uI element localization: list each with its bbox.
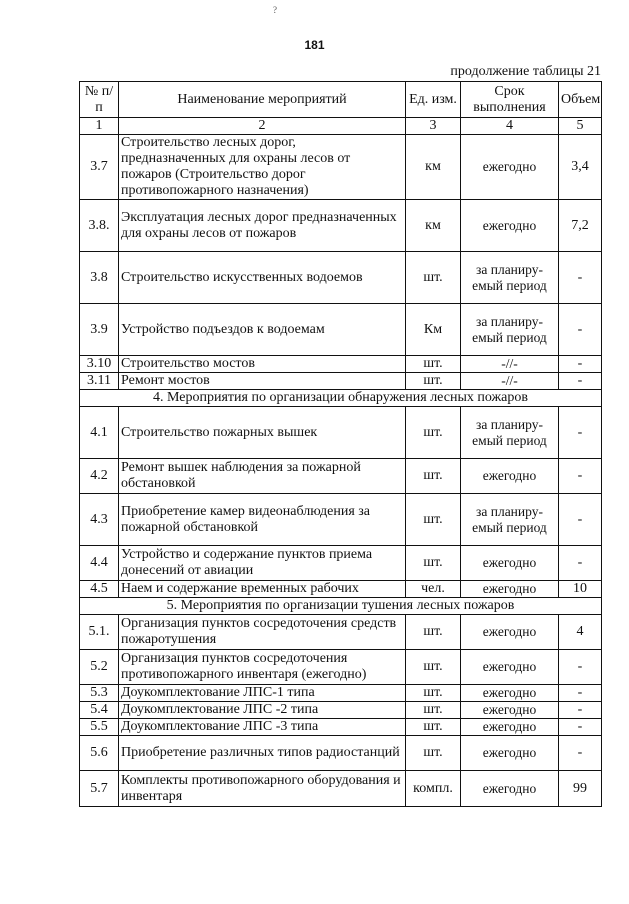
row-number: 5.6 bbox=[80, 736, 119, 771]
row-number: 3.8. bbox=[80, 200, 119, 252]
header-num: № п/п bbox=[80, 82, 119, 118]
col-number-3: 3 bbox=[406, 118, 461, 135]
row-unit: шт. bbox=[406, 719, 461, 736]
section-row bbox=[80, 598, 602, 615]
scan-mark: ? bbox=[273, 5, 277, 15]
row-term: ежегодно bbox=[461, 200, 559, 252]
section-title: 4. Мероприятия по организации обнаружения лесных пожаров bbox=[80, 390, 602, 407]
table-row bbox=[80, 650, 602, 685]
table-row bbox=[80, 356, 602, 373]
row-term: ежегодно bbox=[461, 719, 559, 736]
row-term: ежегодно bbox=[461, 736, 559, 771]
table-row bbox=[80, 702, 602, 719]
table-row bbox=[80, 719, 602, 736]
row-name: Строительство мостов bbox=[119, 356, 406, 373]
row-unit: шт. bbox=[406, 702, 461, 719]
row-name: Приобретение различных типов радиостанций bbox=[119, 736, 406, 771]
row-name: Наем и содержание временных рабочих bbox=[119, 581, 406, 598]
row-volume: 3,4 bbox=[559, 135, 602, 200]
row-volume: - bbox=[559, 702, 602, 719]
row-unit: шт. bbox=[406, 494, 461, 546]
table-row bbox=[80, 736, 602, 771]
table-row bbox=[80, 200, 602, 252]
row-term: ежегодно bbox=[461, 650, 559, 685]
table-row bbox=[80, 685, 602, 702]
header-name: Наименование мероприятий bbox=[119, 82, 406, 118]
row-number: 3.8 bbox=[80, 252, 119, 304]
row-volume: 7,2 bbox=[559, 200, 602, 252]
row-volume: - bbox=[559, 736, 602, 771]
row-unit: шт. bbox=[406, 546, 461, 581]
row-name: Устройство и содержание пунктов приема донесений от авиации bbox=[119, 546, 406, 581]
row-unit: Км bbox=[406, 304, 461, 356]
row-unit: шт. bbox=[406, 615, 461, 650]
section-row bbox=[80, 390, 602, 407]
row-volume: - bbox=[559, 546, 602, 581]
row-unit: шт. bbox=[406, 407, 461, 459]
row-volume: - bbox=[559, 494, 602, 546]
col-number-5: 5 bbox=[559, 118, 602, 135]
row-unit: шт. bbox=[406, 373, 461, 390]
row-term: за планиру-емый период bbox=[461, 252, 559, 304]
row-name: Ремонт мостов bbox=[119, 373, 406, 390]
row-volume: - bbox=[559, 459, 602, 494]
row-term: ежегодно bbox=[461, 685, 559, 702]
row-name: Доукомплектование ЛПС -3 типа bbox=[119, 719, 406, 736]
row-term: -//- bbox=[461, 356, 559, 373]
row-number: 5.7 bbox=[80, 771, 119, 807]
row-unit: шт. bbox=[406, 459, 461, 494]
row-number: 3.9 bbox=[80, 304, 119, 356]
header-row bbox=[80, 82, 602, 118]
row-name: Комплекты противопожарного оборудования и инвентаря bbox=[119, 771, 406, 807]
column-number-row bbox=[80, 118, 602, 135]
row-name: Организация пунктов сосредоточения противопожарного инвентаря (ежегодно) bbox=[119, 650, 406, 685]
table-row bbox=[80, 581, 602, 598]
row-name: Доукомплектование ЛПС-1 типа bbox=[119, 685, 406, 702]
table-row bbox=[80, 494, 602, 546]
row-unit: шт. bbox=[406, 685, 461, 702]
row-number: 3.10 bbox=[80, 356, 119, 373]
row-number: 4.4 bbox=[80, 546, 119, 581]
row-name: Ремонт вышек наблюдения за пожарной обстановкой bbox=[119, 459, 406, 494]
col-number-4: 4 bbox=[461, 118, 559, 135]
table-row bbox=[80, 304, 602, 356]
row-name: Строительство лесных дорог, предназначенных для охраны лесов от пожаров (Строительство дорог противопожарного назначения) bbox=[119, 135, 406, 200]
row-term: ежегодно bbox=[461, 702, 559, 719]
table-row bbox=[80, 135, 602, 200]
row-volume: - bbox=[559, 650, 602, 685]
row-number: 5.3 bbox=[80, 685, 119, 702]
row-volume: - bbox=[559, 252, 602, 304]
header-volume: Объем bbox=[559, 82, 602, 118]
row-term: за планиру-емый период bbox=[461, 304, 559, 356]
row-number: 5.1. bbox=[80, 615, 119, 650]
header-unit: Ед. изм. bbox=[406, 82, 461, 118]
row-number: 5.2 bbox=[80, 650, 119, 685]
row-volume: - bbox=[559, 719, 602, 736]
row-number: 4.2 bbox=[80, 459, 119, 494]
table-row bbox=[80, 407, 602, 459]
row-name: Эксплуатация лесных дорог предназначенных для охраны лесов от пожаров bbox=[119, 200, 406, 252]
row-number: 4.1 bbox=[80, 407, 119, 459]
table-continuation-caption: продолжение таблицы 21 bbox=[450, 64, 601, 79]
row-unit: шт. bbox=[406, 252, 461, 304]
row-unit: шт. bbox=[406, 650, 461, 685]
row-number: 5.5 bbox=[80, 719, 119, 736]
row-unit: шт. bbox=[406, 736, 461, 771]
row-number: 4.3 bbox=[80, 494, 119, 546]
row-name: Строительство искусственных водоемов bbox=[119, 252, 406, 304]
row-unit: шт. bbox=[406, 356, 461, 373]
row-name: Устройство подъездов к водоемам bbox=[119, 304, 406, 356]
row-number: 4.5 bbox=[80, 581, 119, 598]
row-volume: - bbox=[559, 304, 602, 356]
section-title: 5. Мероприятия по организации тушения лесных пожаров bbox=[80, 598, 602, 615]
row-unit: компл. bbox=[406, 771, 461, 807]
row-term: ежегодно bbox=[461, 771, 559, 807]
row-unit: чел. bbox=[406, 581, 461, 598]
table-row bbox=[80, 459, 602, 494]
row-volume: - bbox=[559, 356, 602, 373]
row-term: ежегодно bbox=[461, 546, 559, 581]
row-term: -//- bbox=[461, 373, 559, 390]
row-number: 3.11 bbox=[80, 373, 119, 390]
row-volume: 99 bbox=[559, 771, 602, 807]
row-term: ежегодно bbox=[461, 581, 559, 598]
table-row bbox=[80, 615, 602, 650]
row-name: Строительство пожарных вышек bbox=[119, 407, 406, 459]
measures-table bbox=[79, 81, 602, 807]
row-volume: - bbox=[559, 373, 602, 390]
table-row bbox=[80, 373, 602, 390]
row-term: за планиру-емый период bbox=[461, 494, 559, 546]
row-number: 3.7 bbox=[80, 135, 119, 200]
row-volume: 10 bbox=[559, 581, 602, 598]
col-number-1: 1 bbox=[80, 118, 119, 135]
col-number-2: 2 bbox=[119, 118, 406, 135]
row-name: Доукомплектование ЛПС -2 типа bbox=[119, 702, 406, 719]
header-term: Срок выполнения bbox=[461, 82, 559, 118]
row-name: Организация пунктов сосредоточения средств пожаротушения bbox=[119, 615, 406, 650]
table-row bbox=[80, 252, 602, 304]
row-number: 5.4 bbox=[80, 702, 119, 719]
page-number: 181 bbox=[304, 38, 325, 52]
row-term: ежегодно bbox=[461, 615, 559, 650]
row-name: Приобретение камер видеонаблюдения за пожарной обстановкой bbox=[119, 494, 406, 546]
row-unit: км bbox=[406, 200, 461, 252]
row-term: ежегодно bbox=[461, 135, 559, 200]
row-volume: - bbox=[559, 685, 602, 702]
row-volume: - bbox=[559, 407, 602, 459]
row-unit: км bbox=[406, 135, 461, 200]
row-term: ежегодно bbox=[461, 459, 559, 494]
row-volume: 4 bbox=[559, 615, 602, 650]
table-body bbox=[80, 82, 602, 807]
table-row bbox=[80, 771, 602, 807]
table-row bbox=[80, 546, 602, 581]
row-term: за планиру-емый период bbox=[461, 407, 559, 459]
